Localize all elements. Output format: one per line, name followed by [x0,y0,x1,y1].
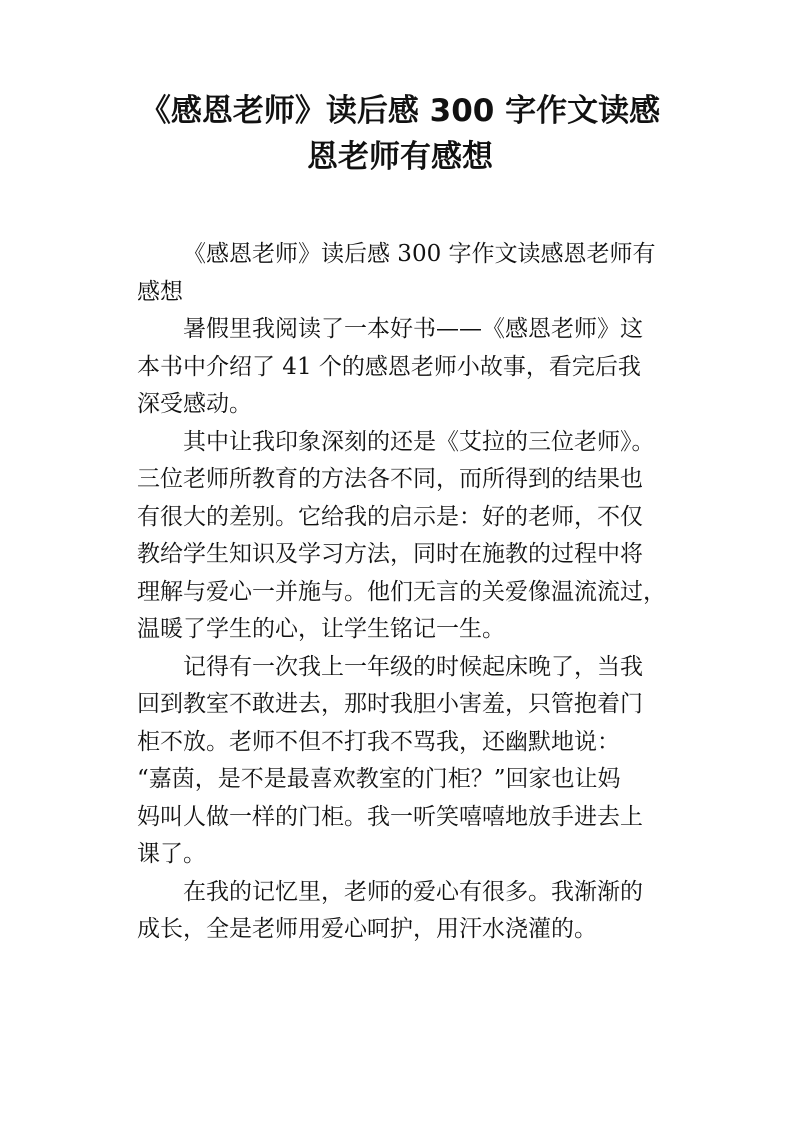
paragraph-line: 回到教室不敢进去，那时我胆小害羞，只管抱着门 [137,691,643,717]
paragraph-memory [137,649,663,874]
paragraph-line: 教给学生知识及学习方法，同时在施教的过程中将 [137,541,643,567]
paragraph-intro [137,311,663,424]
paragraph-line: 《感恩老师》读后感 300 字作文读感恩老师有 [183,241,656,267]
paragraph-line: 温暖了学生的心，让学生铭记一生。 [137,616,505,642]
document-body [137,236,666,949]
paragraph-impression [137,424,666,649]
paragraph-line: 本书中介绍了 41 个的感恩老师小故事，看完后我 [137,353,641,380]
paragraph-line: 深受感动。 [137,391,252,417]
paragraph-line: 暑假里我阅读了一本好书——《感恩老师》这 [183,316,643,342]
paragraph-line: 妈叫人做一样的门柜。我一听笑嘻嘻地放手进去上 [137,803,643,830]
title-line: 《感恩老师》读后感 300 字作文读感 [139,93,661,129]
title-line: 恩老师有感想 [307,139,493,175]
paragraph-line: 感想 [137,278,183,305]
document-title [0,88,800,180]
paragraph-conclusion [137,874,663,949]
paragraph-line: 理解与爱心一并施与。他们无言的关爱像温流流过， [137,578,666,605]
paragraph-line: 成长，全是老师用爱心呵护，用汗水浇灌的。 [137,916,597,942]
paragraph-subtitle [137,236,663,311]
paragraph-line: “嘉茵，是不是最喜欢教室的门柜？”回家也让妈 [137,766,621,792]
paragraph-line: 其中让我印象深刻的还是《艾拉的三位老师》。 [183,428,655,455]
paragraph-line: 记得有一次我上一年级的时候起床晚了，当我 [183,653,643,680]
paragraph-line: 柜不放。老师不但不打我不骂我，还幽默地说： [137,728,620,755]
paragraph-line: 课了。 [137,841,206,867]
paragraph-line: 有很大的差别。它给我的启示是：好的老师，不仅 [137,503,643,530]
paragraph-line: 三位老师所教育的方法各不同，而所得到的结果也 [137,466,643,492]
paragraph-line: 在我的记忆里，老师的爱心有很多。我渐渐的 [183,878,643,905]
